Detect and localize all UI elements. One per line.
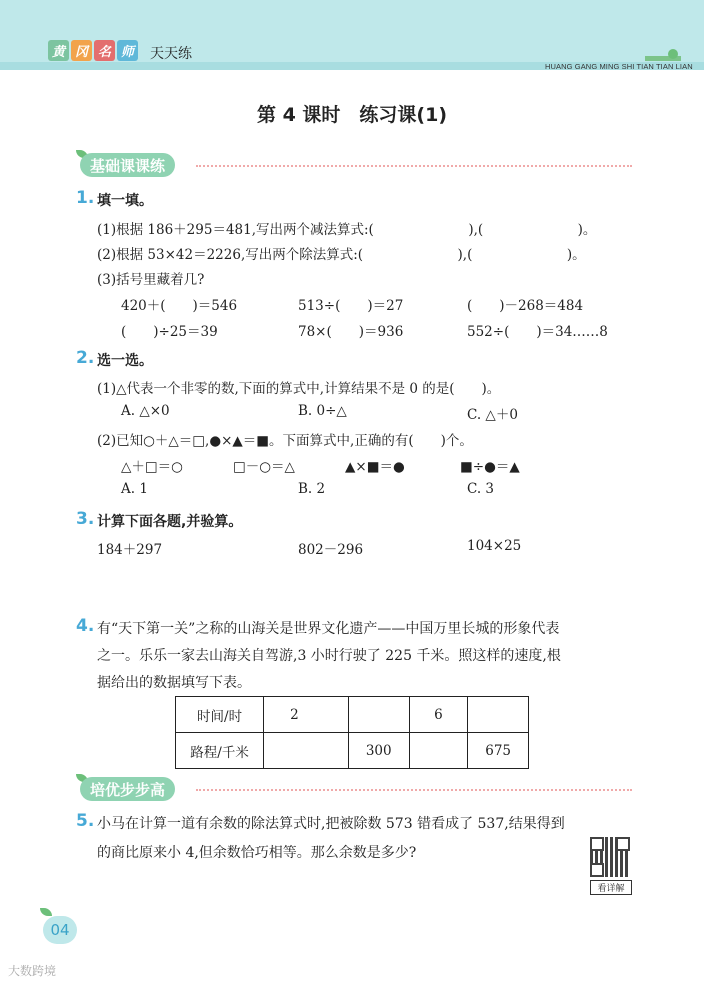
table-cell[interactable] (409, 733, 468, 769)
brand-char: 名 (94, 40, 115, 61)
table-cell: 时间/时 (176, 697, 264, 733)
q2-option: B. 2 (298, 481, 326, 497)
q1-item: ( )÷25＝39 (121, 324, 218, 340)
q1-line: (3)括号里藏着几? (97, 272, 205, 288)
q2-option: C. 3 (467, 481, 495, 497)
q2-equation: △＋□＝○ (121, 459, 183, 475)
table-cell[interactable]: 2 (264, 697, 349, 733)
q3-item: 802－296 (298, 542, 364, 558)
table-cell[interactable]: 300 (348, 733, 409, 769)
q2-equation: ▲×■＝● (345, 459, 405, 475)
table-cell[interactable] (264, 733, 349, 769)
question-title: 选一选。 (97, 353, 153, 369)
section-divider (196, 165, 632, 167)
question-number: 1. (76, 188, 95, 208)
q4-line: 之一。乐乐一家去山海关自驾游,3 小时行驶了 225 千米。照这样的速度,根 (97, 648, 561, 664)
header-pinyin: HUANG GANG MING SHI TIAN TIAN LIAN (545, 62, 693, 71)
question-number: 4. (76, 616, 95, 636)
tree-icon (645, 48, 681, 62)
table-cell[interactable]: 6 (409, 697, 468, 733)
q2-equation: □－○＝△ (233, 459, 295, 475)
watermark: 大数跨境 (8, 964, 57, 978)
q1-item: 552÷( )＝34……8 (467, 324, 608, 340)
qr-corner (590, 863, 604, 877)
q3-item: 184＋297 (97, 542, 163, 558)
q2-equation: ■÷●＝▲ (460, 459, 520, 475)
speed-table (175, 696, 529, 769)
q4-line: 有“天下第一关”之称的山海关是世界文化遗产——中国万里长城的形象代表 (97, 621, 560, 637)
question-number: 5. (76, 811, 95, 831)
brand-char: 师 (117, 40, 138, 61)
question-title: 填一填。 (97, 193, 153, 209)
qr-corner (590, 837, 604, 851)
q2-line: (1)△代表一个非零的数,下面的算式中,计算结果不是 0 的是( )。 (97, 381, 501, 397)
series-name: 天天练 (150, 46, 192, 62)
brand-char: 冈 (71, 40, 92, 61)
q1-line: (2)根据 53×42＝2226,写出两个除法算式:( ),( )。 (97, 247, 586, 263)
q2-line: (2)已知○＋△＝□,●×▲＝■。下面算式中,正确的有( )个。 (97, 433, 473, 449)
section-badge-advanced: 培优步步高 (80, 777, 175, 801)
table-cell[interactable] (468, 697, 529, 733)
q2-option: C. △＋0 (467, 407, 518, 423)
q1-item: 513÷( )＝27 (298, 298, 404, 314)
qr-corner (616, 837, 630, 851)
q1-item: 420＋( )＝546 (121, 298, 238, 314)
table-cell: 路程/千米 (176, 733, 264, 769)
q1-item: 78×( )＝936 (298, 324, 404, 340)
q3-item: 104×25 (467, 538, 522, 554)
q5-line: 小马在计算一道有余数的除法算式时,把被除数 573 错看成了 537,结果得到 (97, 816, 565, 832)
page-title: 第 4 课时 练习课(1) (256, 104, 448, 126)
brand-char: 黄 (48, 40, 69, 61)
section-badge-basic: 基础课课练 (80, 153, 175, 177)
table-cell[interactable]: 675 (468, 733, 529, 769)
brand-logo (48, 40, 138, 62)
qr-label: 看详解 (590, 880, 632, 895)
table-row (176, 697, 529, 733)
q5-line: 的商比原来小 4,但余数恰巧相等。那么余数是多少? (97, 845, 417, 861)
question-number: 2. (76, 348, 95, 368)
q2-option: A. △×0 (121, 403, 170, 419)
q4-line: 据给出的数据填写下表。 (97, 675, 251, 691)
question-number: 3. (76, 509, 95, 529)
q1-item: ( )－268＝484 (467, 298, 584, 314)
q1-line: (1)根据 186＋295＝481,写出两个减法算式:( ),( )。 (97, 222, 597, 238)
question-title: 计算下面各题,并验算。 (97, 514, 243, 530)
qr-code-icon[interactable] (590, 837, 630, 877)
leaf-icon (40, 908, 52, 916)
table-cell[interactable] (348, 697, 409, 733)
table-row (176, 733, 529, 769)
page-number: 04 (43, 916, 77, 944)
q2-option: B. 0÷△ (298, 403, 347, 419)
section-divider (196, 789, 632, 791)
q2-option: A. 1 (121, 481, 148, 497)
